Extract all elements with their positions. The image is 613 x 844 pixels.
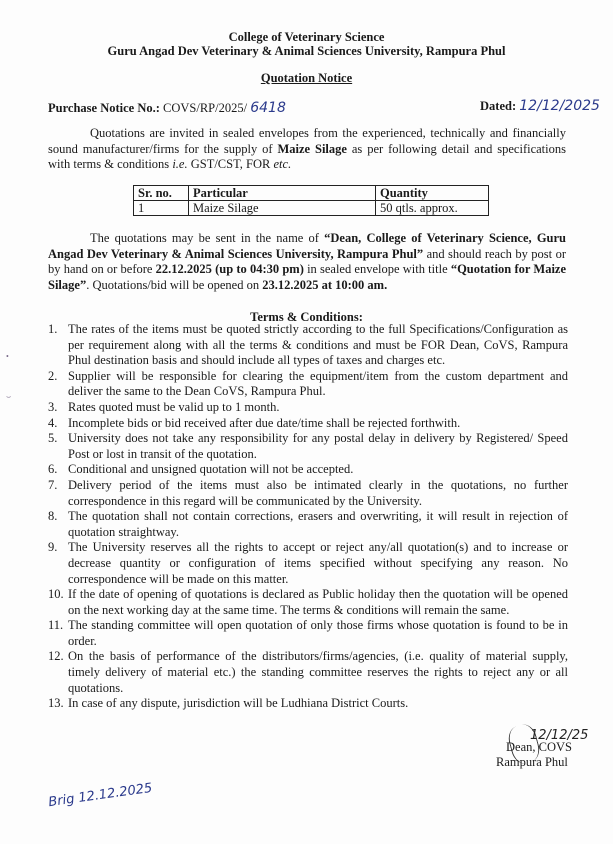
term-number: 13. [48,696,64,711]
term-item [48,462,568,478]
term-item [48,509,568,540]
intro-text: Quotations are invited in sealed envelopes from the experienced, technically and financially sound manufacturer/firms for the supply of [48,126,566,156]
header-particular: Particular [189,186,376,201]
terms-title: Terms & Conditions: [250,310,363,324]
term-text: Delivery period of the items must also be intimated clearly in the quotations, no further correspondence in this regard will be communicated by the University. [68,477,568,508]
margin-mark: • [6,352,9,361]
intro-text-2: as per following detail and specifications with terms & conditions [48,141,566,171]
submission-deadline: 22.12.2025 (up to 04:30 pm) [155,262,304,276]
dated-field [480,98,600,114]
intro-ie: i.e. [172,157,188,171]
submission-text: The quotations may be sent in the name of [90,231,325,245]
submission-text-4: . Quotations/bid will be opened on [86,277,263,292]
term-item [48,416,568,432]
term-text: University does not take any responsibility for any postal delay in delivery by Registered/ Speed Post or lost in transit of the quotation. [68,431,568,461]
term-number: 8. [48,509,58,524]
term-item [48,649,568,696]
dated-label: Dated: [480,99,517,113]
intro-text-3: GST/CST, FOR [187,157,274,171]
term-text: In case of any dispute, jurisdiction will be Ludhiana District Courts. [68,696,409,711]
purchase-notice-number [48,100,286,116]
term-item [48,540,568,587]
signatory-title: Dean, COVS [506,740,572,754]
signature-date: 12/12/25 [530,728,589,743]
term-number: 10. [48,587,64,602]
header-quantity: Quantity [376,186,489,201]
intro-item: Maize Silage [277,141,347,156]
term-item [48,369,568,400]
term-item [48,478,568,509]
term-text: The rates of the items must be quoted strictly according to the full Specifications/Configuration as per requirement along with all the terms & conditions and must be FOR Dean, CoVS, Rampura Phul destination basis and should include all types of taxes and charges etc. [68,322,568,368]
term-number: 7. [48,477,58,492]
purchase-notice-label: Purchase Notice No.: [48,101,160,115]
university-name: Guru Angad Dev Veterinary & Animal Sciences University, Rampura Phul [107,44,506,58]
table-header-row [134,186,489,201]
term-number: 4. [48,415,58,430]
term-number: 11. [48,618,64,633]
document-title: Quotation Notice [260,71,353,85]
envelope-title: “Quotation for Maize Silage” [48,262,567,292]
opening-date: 23.12.2025 at 10:00 am. [262,277,388,292]
handwritten-initials: Brig 12.12.2025 [47,780,154,811]
term-text: Rates quoted must be valid up to 1 month. [68,399,280,414]
term-number: 9. [48,540,58,555]
table-row [134,201,489,216]
header-sr-no: Sr. no. [134,186,189,201]
intro-paragraph [48,126,566,173]
term-text: Incomplete bids or bid received after due date/time shall be rejected forthwith. [68,415,461,430]
intro-etc: etc. [273,157,292,171]
margin-mark: ⌣ [6,392,12,401]
term-number: 3. [48,399,58,414]
term-text: The standing committee will open quotation of only those firms whose quotation is found to be in order. [68,618,568,648]
submission-text-2: and should reach by post or by hand on or before [48,246,566,276]
submission-addressee: “Dean, College of Veterinary Science, Guru Angad Dev Veterinary & Animal Sciences University, Rampura Phul” [48,231,566,261]
term-number: 2. [48,368,58,383]
term-item [48,696,568,712]
cell-particular: Maize Silage [189,201,376,216]
term-text: Supplier will be responsible for clearing the equipment/item from the custom department and deliver the same to the Dean CoVS, Rampura Phul. [68,368,568,399]
term-number: 12. [48,649,64,664]
terms-list [48,322,568,712]
submission-text-3: in sealed envelope with title [303,262,451,276]
term-number: 1. [48,322,58,336]
term-number: 6. [48,462,58,477]
term-text: Conditional and unsigned quotation will not be accepted. [68,462,354,477]
term-text: On the basis of performance of the distributors/firms/agencies, (i.e. quality of material supply, timely delivery of material etc.) the standing committee reserves the rights to reject any or all quotations. [68,649,568,695]
submission-paragraph [48,231,566,293]
signatory-location: Rampura Phul [496,755,568,769]
items-table [133,185,489,216]
term-item [48,431,568,462]
term-text: The quotation shall not contain corrections, erasers and overwriting, it will result in rejection of quotation straightway. [68,509,568,539]
signature-block [496,740,572,770]
term-item [48,618,568,649]
handwritten-notice-number: 6418 [250,100,286,116]
term-text: The University reserves all the rights to accept or reject any/all quotation(s) and to increase or decrease quantity or configuration of items specified without specifying any reason. No correspondence will be made on this matter. [68,540,568,586]
cell-quantity: 50 qtls. approx. [376,201,489,216]
cell-sr-no: 1 [134,201,189,216]
purchase-notice-prefix: COVS/RP/2025/ [163,101,248,115]
term-item [48,400,568,416]
college-name: College of Veterinary Science [228,30,385,44]
term-text: If the date of opening of quotations is declared as Public holiday then the quotation will be opened on the next working day at the same time. The terms & conditions will remain the same. [68,587,568,617]
term-item [48,587,568,618]
handwritten-date: 12/12/2025 [519,98,600,114]
term-number: 5. [48,431,58,446]
term-item [48,322,568,369]
